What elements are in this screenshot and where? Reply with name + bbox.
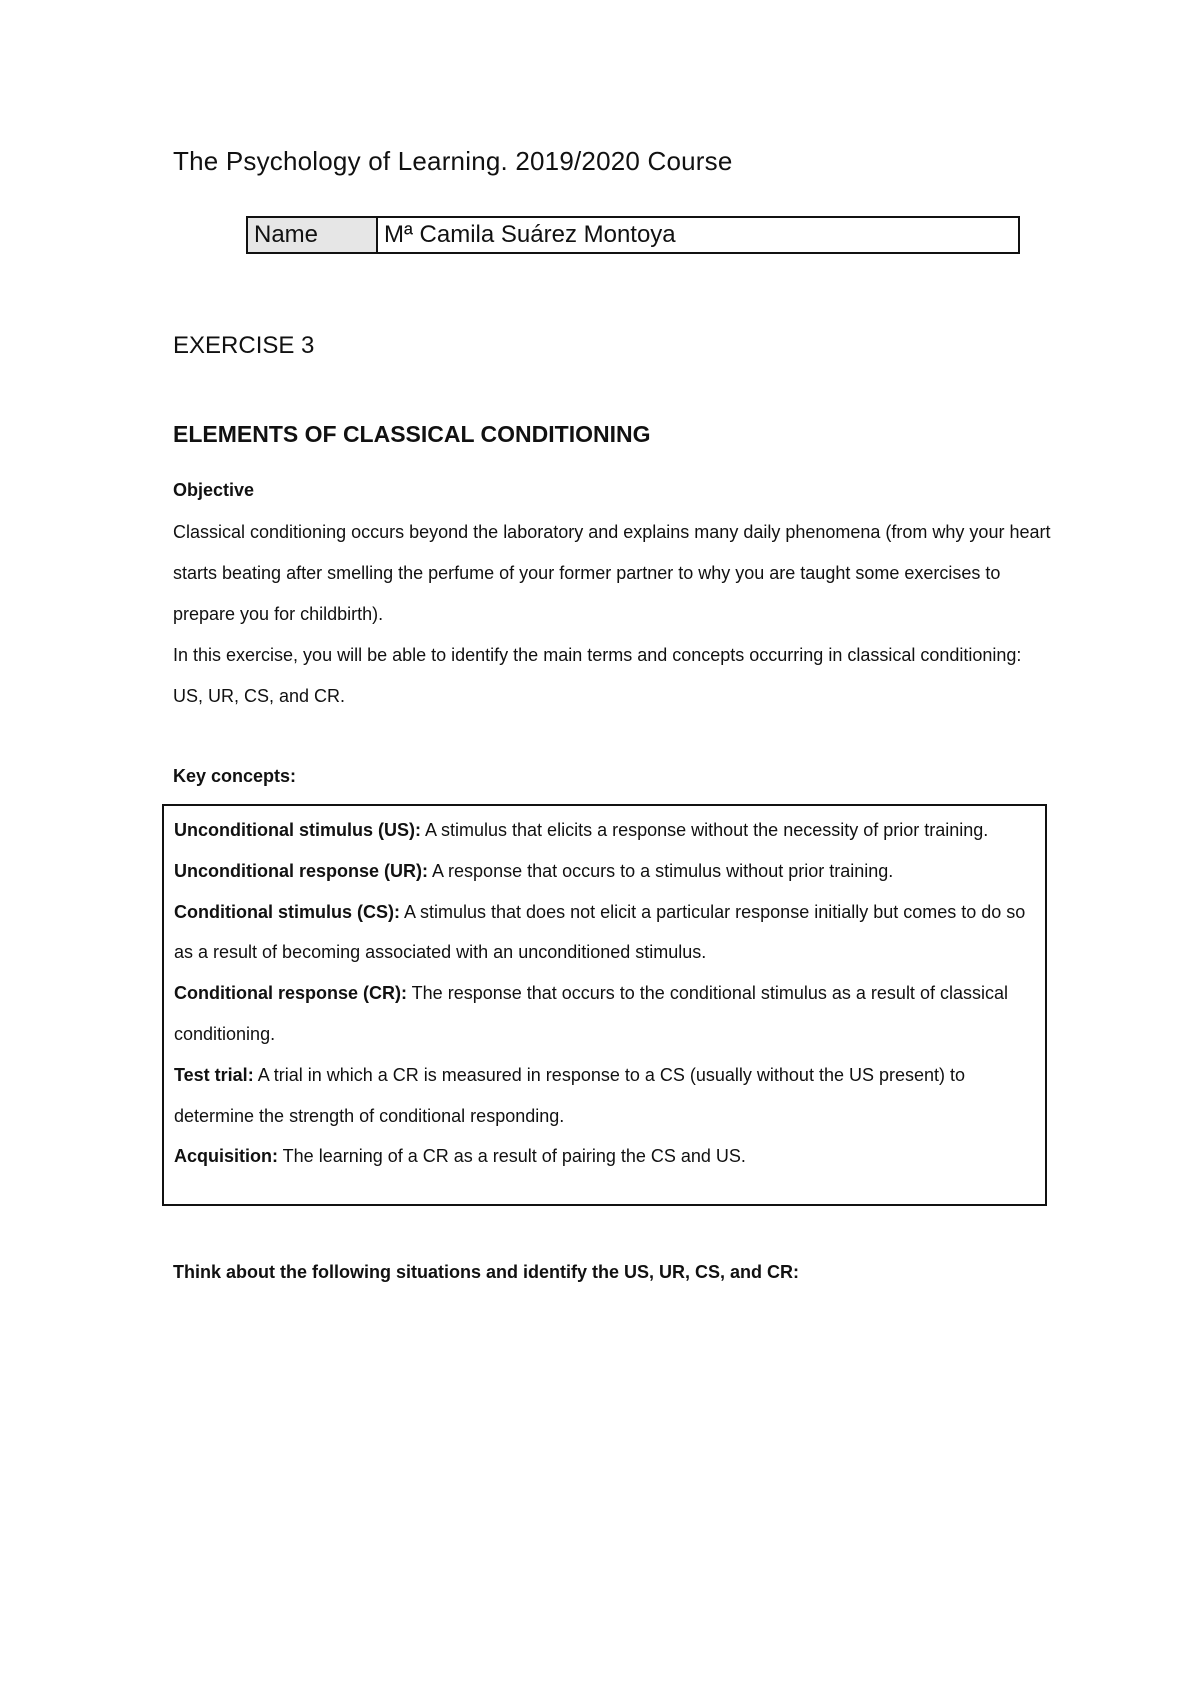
concept-item — [174, 973, 1035, 1055]
concept-item — [174, 1136, 1035, 1177]
exercise-number: EXERCISE 3 — [173, 332, 315, 359]
concept-term: Conditional response (CR): — [174, 983, 407, 1004]
concept-item — [174, 851, 1035, 892]
concept-definition: A trial in which a CR is measured in response to a CS (usually without the US present) to determine the strength of conditional responding. — [174, 1064, 966, 1126]
concept-item — [174, 810, 1035, 851]
concept-item — [174, 892, 1035, 974]
concept-definition: A stimulus that elicits a response without the necessity of prior training. — [421, 820, 989, 840]
instructions-prompt: Think about the following situations and identify the US, UR, CS, and CR: — [173, 1262, 799, 1282]
concept-term: Unconditional stimulus (US): — [174, 820, 421, 840]
course-title: The Psychology of Learning. 2019/2020 Course — [173, 146, 733, 176]
objective-body — [173, 512, 1053, 717]
key-concepts-heading: Key concepts: — [173, 766, 297, 786]
concept-term: Acquisition: — [174, 1146, 278, 1167]
concept-term: Conditional stimulus (CS): — [174, 901, 400, 922]
concept-definition: A stimulus that does not elicit a particular response initially but comes to do so as a result of becoming associated with an unconditioned stimulus. — [174, 901, 1026, 963]
concept-definition: The learning of a CR as a result of pairing the CS and US. — [278, 1146, 746, 1167]
key-concepts-box — [162, 804, 1047, 1206]
concept-term: Test trial: — [174, 1064, 254, 1085]
name-table — [246, 216, 1020, 254]
name-value: Mª Camila Suárez Montoya — [384, 221, 676, 248]
concept-term: Unconditional response (UR): — [174, 860, 429, 881]
objective-paragraph: In this exercise, you will be able to identify the main terms and concepts occurring in classical conditioning: US, UR, CS, and CR. — [173, 645, 1022, 706]
name-label: Name — [248, 218, 378, 252]
concept-definition: A response that occurs to a stimulus without prior training. — [428, 860, 894, 881]
objective-paragraph: Classical conditioning occurs beyond the laboratory and explains many daily phenomena (from why your heart starts beating after smelling the perfume of your former partner to why you are taught some exercises to prepare you for childbirth). — [173, 522, 1051, 624]
concept-item — [174, 1055, 1035, 1137]
section-title: ELEMENTS OF CLASSICAL CONDITIONING — [173, 421, 651, 447]
objective-heading: Objective — [173, 480, 255, 500]
concept-definition: The response that occurs to the conditional stimulus as a result of classical conditioning. — [174, 983, 1008, 1044]
